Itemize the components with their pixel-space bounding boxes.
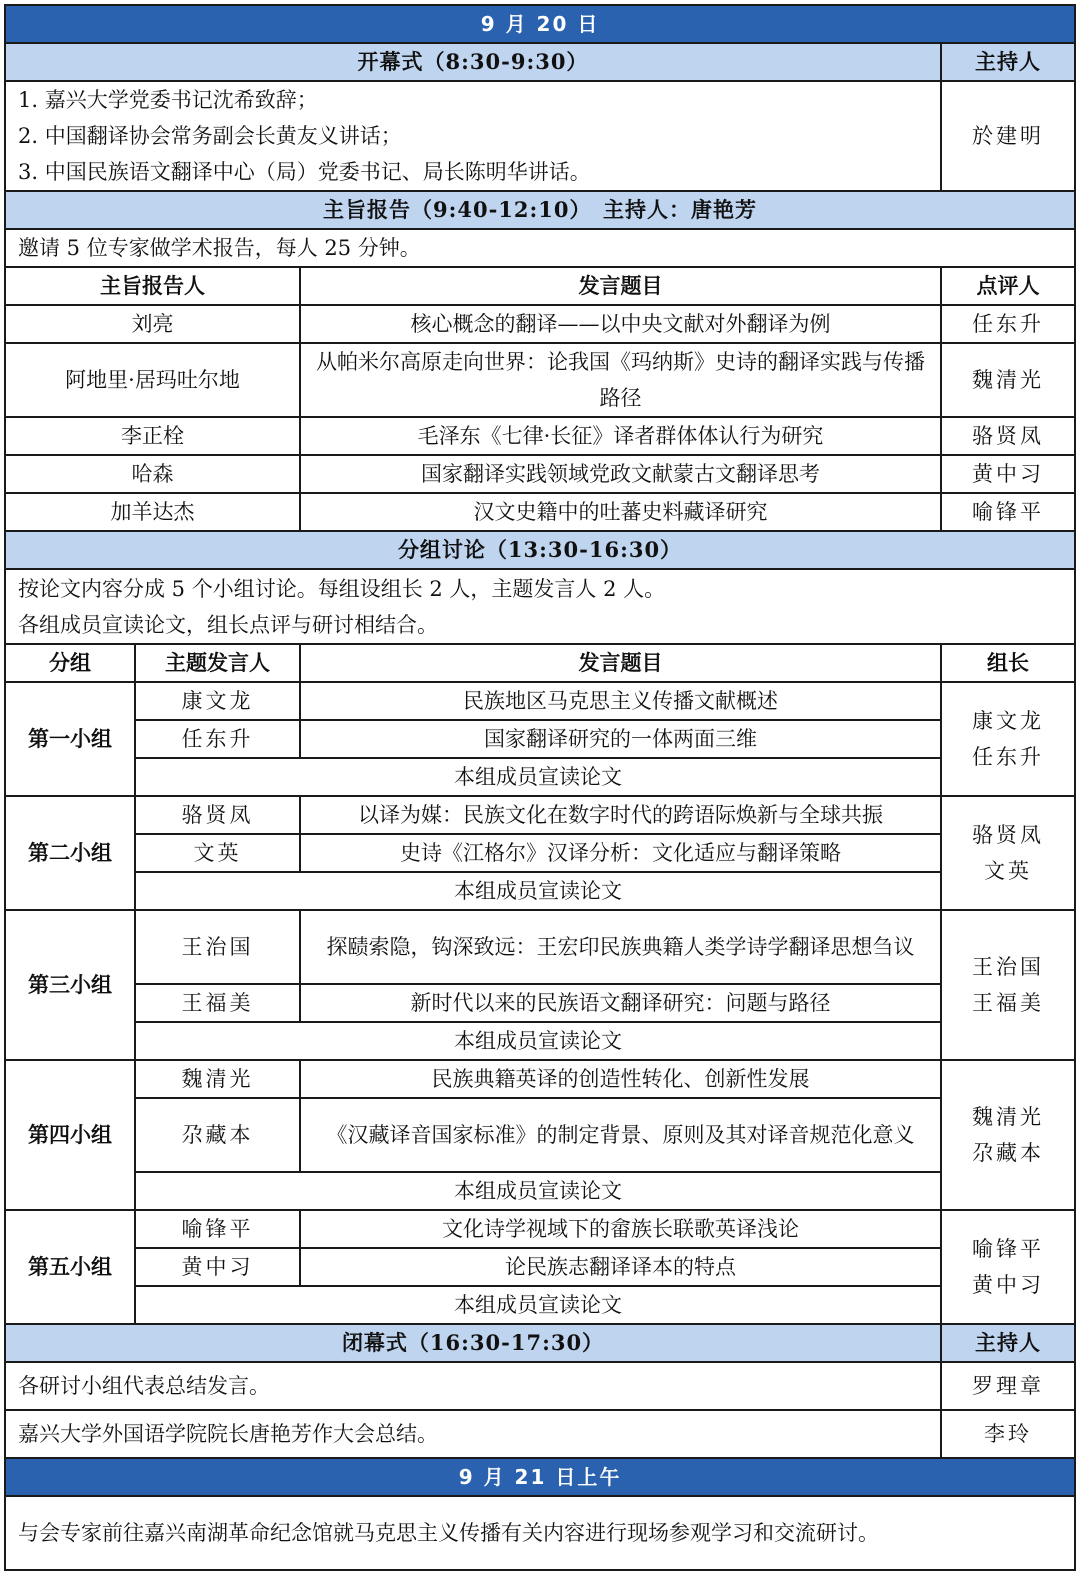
keynote-header-speaker: 主旨报告人: [5, 267, 300, 305]
group-topic: 文化诗学视域下的畲族长联歌英译浅论: [300, 1210, 941, 1248]
day2-text: 与会专家前往嘉兴南湖革命纪念馆就马克思主义传播有关内容进行现场参观学习和交流研讨。: [5, 1496, 1075, 1570]
keynote-commentator: 黄中习: [941, 455, 1075, 493]
group-speaker: 骆贤凤: [135, 796, 300, 834]
group-speaker: 尕藏本: [135, 1098, 300, 1172]
table-row: [5, 984, 1075, 1022]
group-topic: 探赜索隐，钩深致远：王宏印民族典籍人类学诗学翻译思想刍议: [300, 910, 941, 984]
group-topic: 民族典籍英译的创造性转化、创新性发展: [300, 1060, 941, 1098]
table-row: [5, 343, 1075, 417]
opening-item: 1. 嘉兴大学党委书记沈希致辞；: [18, 88, 318, 112]
keynote-topic: 汉文史籍中的吐蕃史料藏译研究: [300, 493, 941, 531]
group-reading: 本组成员宣读论文: [135, 872, 941, 910]
group-reading: 本组成员宣读论文: [135, 1022, 941, 1060]
group-speaker: 黄中习: [135, 1248, 300, 1286]
group-leaders: 魏清光 尕藏本: [941, 1060, 1075, 1210]
group-leaders: 王治国 王福美: [941, 910, 1075, 1060]
table-row: [5, 1098, 1075, 1172]
closing-item: 嘉兴大学外国语学院院长唐艳芳作大会总结。: [5, 1410, 941, 1458]
keynote-header-commentator: 点评人: [941, 267, 1075, 305]
group-leaders: 喻锋平 黄中习: [941, 1210, 1075, 1324]
closing-host-label: 主持人: [941, 1324, 1075, 1362]
table-row: [5, 720, 1075, 758]
keynote-speaker: 刘亮: [5, 305, 300, 343]
group-speaker: 王福美: [135, 984, 300, 1022]
table-row: [5, 1060, 1075, 1098]
keynote-commentator: 骆贤凤: [941, 417, 1075, 455]
groups-header-leaders: 组长: [941, 644, 1075, 682]
group-name: 第五小组: [5, 1210, 135, 1324]
table-row: [5, 910, 1075, 984]
group-topic: 史诗《江格尔》汉译分析：文化适应与翻译策略: [300, 834, 941, 872]
table-row: [5, 417, 1075, 455]
groups-intro-line: 各组成员宣读论文，组长点评与研讨相结合。: [18, 612, 438, 637]
table-row: [5, 455, 1075, 493]
closing-host: 罗理章: [941, 1362, 1075, 1410]
groups-intro: [5, 569, 1075, 644]
groups-intro-line: 按论文内容分成 5 个小组讨论。每组设组长 2 人，主题发言人 2 人。: [18, 576, 666, 601]
group-topic: 民族地区马克思主义传播文献概述: [300, 682, 941, 720]
group-speaker: 文英: [135, 834, 300, 872]
keynote-header-topic: 发言题目: [300, 267, 941, 305]
group-speaker: 王治国: [135, 910, 300, 984]
opening-item: 3. 中国民族语文翻译中心（局）党委书记、局长陈明华讲话。: [18, 160, 591, 184]
keynote-topic: 核心概念的翻译——以中央文献对外翻译为例: [300, 305, 941, 343]
groups-header-topic: 发言题目: [300, 644, 941, 682]
table-row: [5, 1210, 1075, 1248]
group-topic: 国家翻译研究的一体两面三维: [300, 720, 941, 758]
group-name: 第二小组: [5, 796, 135, 910]
keynote-topic: 从帕米尔高原走向世界：论我国《玛纳斯》史诗的翻译实践与传播路径: [300, 343, 941, 417]
group-speaker: 任东升: [135, 720, 300, 758]
table-row: [5, 1410, 1075, 1458]
keynote-title: 主旨报告（9:40-12:10） 主持人：唐艳芳: [5, 191, 1075, 229]
day1-date-header: 9 月 20 日: [5, 5, 1075, 43]
keynote-speaker: 哈森: [5, 455, 300, 493]
keynote-commentator: 喻锋平: [941, 493, 1075, 531]
closing-item: 各研讨小组代表总结发言。: [5, 1362, 941, 1410]
group-leaders: 康文龙 任东升: [941, 682, 1075, 796]
group-reading: 本组成员宣读论文: [135, 1172, 941, 1210]
table-row: [5, 1362, 1075, 1410]
groups-title: 分组讨论（13:30-16:30）: [5, 531, 1075, 569]
group-speaker: 康文龙: [135, 682, 300, 720]
table-row: [5, 796, 1075, 834]
groups-header-speaker: 主题发言人: [135, 644, 300, 682]
keynote-speaker: 阿地里·居玛吐尔地: [5, 343, 300, 417]
keynote-commentator: 魏清光: [941, 343, 1075, 417]
opening-host-label: 主持人: [941, 43, 1075, 81]
opening-items: [5, 81, 941, 191]
closing-title: 闭幕式（16:30-17:30）: [5, 1324, 941, 1362]
keynote-speaker: 李正栓: [5, 417, 300, 455]
opening-title: 开幕式（8:30-9:30）: [5, 43, 941, 81]
group-topic: 新时代以来的民族语文翻译研究：问题与路径: [300, 984, 941, 1022]
keynote-topic: 国家翻译实践领域党政文献蒙古文翻译思考: [300, 455, 941, 493]
keynote-intro: 邀请 5 位专家做学术报告，每人 25 分钟。: [5, 229, 1075, 267]
group-name: 第四小组: [5, 1060, 135, 1210]
opening-item: 2. 中国翻译协会常务副会长黄友义讲话；: [18, 124, 402, 148]
group-name: 第一小组: [5, 682, 135, 796]
group-topic: 论民族志翻译译本的特点: [300, 1248, 941, 1286]
group-reading: 本组成员宣读论文: [135, 1286, 941, 1324]
table-row: [5, 305, 1075, 343]
day2-date-header: 9 月 21 日上午: [5, 1458, 1075, 1496]
keynote-commentator: 任东升: [941, 305, 1075, 343]
groups-header-group: 分组: [5, 644, 135, 682]
group-topic: 《汉藏译音国家标准》的制定背景、原则及其对译音规范化意义: [300, 1098, 941, 1172]
group-speaker: 魏清光: [135, 1060, 300, 1098]
group-topic: 以译为媒：民族文化在数字时代的跨语际焕新与全球共振: [300, 796, 941, 834]
table-row: [5, 682, 1075, 720]
table-row: [5, 493, 1075, 531]
group-speaker: 喻锋平: [135, 1210, 300, 1248]
group-leaders: 骆贤凤 文英: [941, 796, 1075, 910]
table-row: [5, 1248, 1075, 1286]
keynote-speaker: 加羊达杰: [5, 493, 300, 531]
opening-host: 於建明: [941, 81, 1075, 191]
table-row: [5, 834, 1075, 872]
group-reading: 本组成员宣读论文: [135, 758, 941, 796]
group-name: 第三小组: [5, 910, 135, 1060]
closing-host: 李玲: [941, 1410, 1075, 1458]
schedule-table: [4, 4, 1076, 1571]
keynote-topic: 毛泽东《七律·长征》译者群体体认行为研究: [300, 417, 941, 455]
